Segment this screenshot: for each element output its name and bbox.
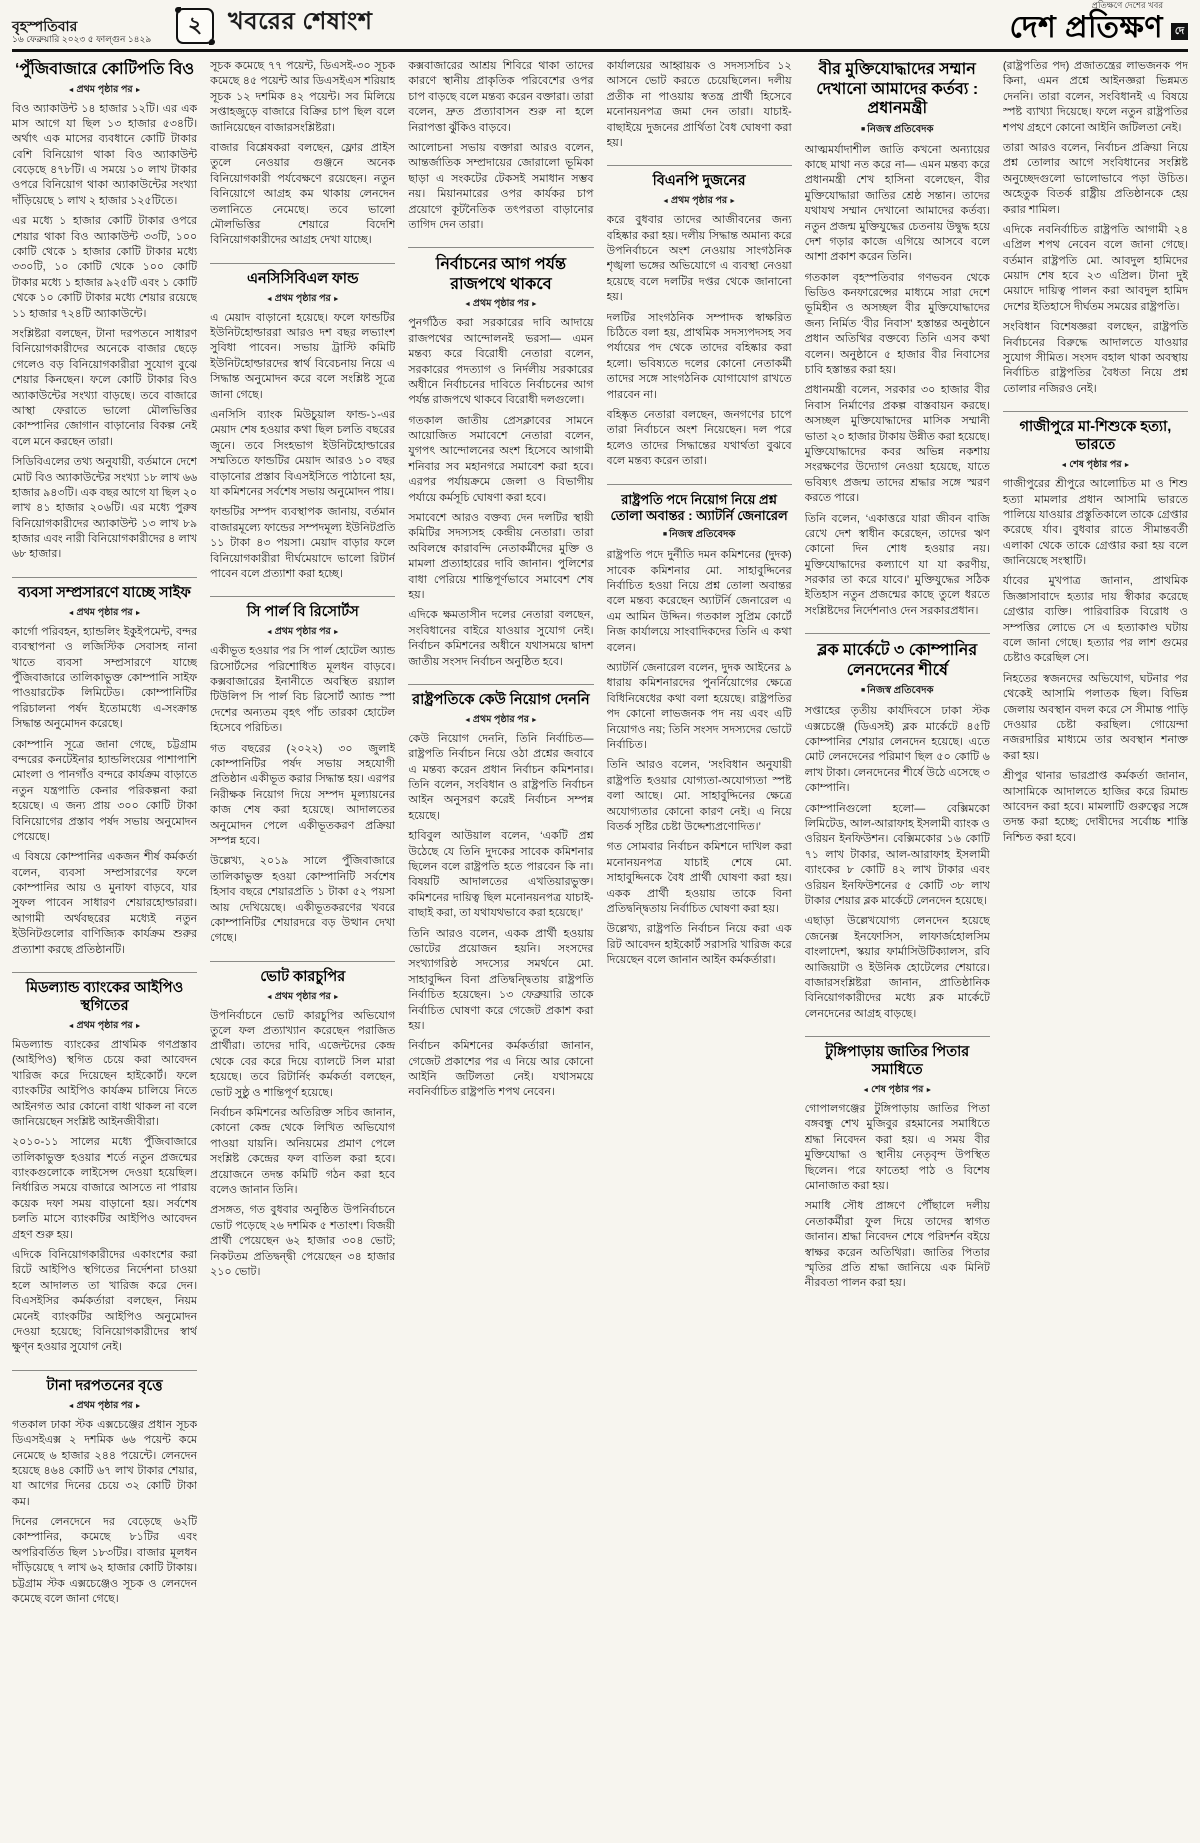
article-paragraph: তিনি বলেন, ‘একাত্তরে যারা জীবন বাজি রেখে দেশ স্বাধীন করেছেন, তাদের ঋণ কোনো দিন শোধ হওয়ার নয়। মুক্তিযোদ্ধাদের কল্যাণে যা যা করণীয়, সরকার তা করে যাবে।’ মুক্তিযুদ্ধের সঠিক ইতিহাস নতুন প্রজন্মের কাছে তুলে ধরতে সংশ্লিষ্টদের নির্দেশনাও দেন সরকারপ্রধান। bbox=[804, 512, 990, 617]
masthead-title: দেশ প্রতিক্ষণ bbox=[1009, 11, 1163, 44]
article bbox=[607, 165, 792, 478]
article-paragraph: ২০১০-১১ সালের মধ্যে পুঁজিবাজারে তালিকাভুক্ত হওয়ার শর্তে নতুন প্রজন্মের ব্যাংকগুলোকে লাইসেন্স দেওয়া হয়েছিল। নির্ধারিত সময়ে বাজারে আসতে না পারায় কয়েক দফা সময় বাড়ানো হয়। সর্বশেষ চলতি মাসে ব্যাংকটির আইপিও আবেদন গ্রহণ শুরু হয়। bbox=[12, 1136, 198, 1241]
article-paragraph: শ্রীপুর থানার ভারপ্রাপ্ত কর্মকর্তা জানান, আসামিকে আদালতে হাজির করে রিমান্ড আবেদন করা হবে। মামলাটি গুরুত্বের সঙ্গে তদন্ত করা হচ্ছে; দোষীদের সর্বোচ্চ শাস্তি নিশ্চিত করা হবে। bbox=[1002, 770, 1188, 844]
masthead-logo-icon: দে bbox=[1171, 23, 1188, 40]
article-continued-label: ◄ প্রথম পৃষ্ঠার পর ► bbox=[408, 713, 593, 728]
article-continued-label: ◄ প্রথম পৃষ্ঠার পর ► bbox=[607, 194, 792, 209]
article bbox=[12, 972, 197, 1365]
article-paragraph: বাজার বিশ্লেষকরা বলছেন, ফ্লোর প্রাইস তুলে নেওয়ার গুঞ্জনে অনেক বিনিয়োগকারী পর্যবেক্ষণে রয়েছেন। নতুন বিনিয়োগে আগ্রহ কম থাকায় লেনদেন তলানিতে নেমেছে। তবে ভালো মৌলভিত্তির শেয়ারে বিদেশি বিনিয়োগকারীদের আগ্রহ দেখা যাচ্ছে। bbox=[210, 141, 396, 247]
article-paragraph: পুনর্গঠিত করা সরকারের দাবি আদায়ে রাজপথের আন্দোলনই ভরসা— এমন মন্তব্য করে বিরোধী নেতারা বলেন, সরকারের পদত্যাগ ও নির্দলীয় সরকারের অধীনে নির্বাচনের দাবিতে নির্বাচনের আগ পর্যন্ত রাজপথে থাকবে বিরোধী দলগুলো। bbox=[408, 317, 594, 407]
article-paragraph: গত বছরের (২০২২) ৩০ জুলাই কোম্পানিটির পর্ষদ সভায় সহযোগী প্রতিষ্ঠান একীভূত করার সিদ্ধান্ত হয়। এরপর নিরীক্ষক নিয়োগ দিয়ে সম্পদ মূল্যায়নের কাজ শেষ করা হয়েছে। আদালতের অনুমোদন পেলে একীভূতকরণ প্রক্রিয়া সম্পন্ন হবে। bbox=[210, 742, 396, 847]
date-day: বৃহস্পতিবার bbox=[12, 17, 78, 34]
article-headline: সি পার্ল বি রিসোর্টস bbox=[246, 604, 359, 621]
article-byline: ■ নিজস্ব প্রতিবেদক bbox=[805, 122, 990, 139]
article-paragraph: একীভূত হওয়ার পর সি পার্ল হোটেল অ্যান্ড রিসোর্টসের পরিশোধিত মূলধন বাড়বে। কক্সবাজারের ইনানীতে অবস্থিত রয়্যাল টিউলিপ সি পার্ল বিচ রিসোর্ট অ্যান্ড স্পা দেশের অন্যতম বৃহৎ পাঁচ তারকা হোটেল হিসেবে পরিচিত। bbox=[210, 645, 396, 735]
article-byline: ■ নিজস্ব প্রতিবেদক bbox=[805, 683, 990, 700]
article-paragraph: কক্সবাজারের আশ্রয় শিবিরে থাকা তাদের কারণে স্থানীয় প্রাকৃতিক পরিবেশের ওপর চাপ বাড়ছে বলে মন্তব্য করেন বক্তারা। তারা বলেন, দ্রুত প্রত্যাবাসন শুরু না হলে নিরাপত্তা ঝুঁকিও বাড়বে। bbox=[408, 60, 594, 134]
article-headline: রাষ্ট্রপতিকে কেউ নিয়োগ দেননি bbox=[412, 691, 590, 708]
article-paragraph: এ বিষয়ে কোম্পানির একজন শীর্ষ কর্মকর্তা বলেন, ব্যবসা সম্প্রসারণের ফলে কোম্পানির আয় ও মুনাফা বাড়বে, যার সুফল পাবেন সাধারণ শেয়ারহোল্ডাররা। আগামী অর্থবছরের মধ্যেই নতুন ইউনিটগুলোর বাণিজ্যিক কার্যক্রম শুরুর প্রত্যাশা করছে প্রতিষ্ঠানটি। bbox=[12, 851, 198, 956]
article-paragraph: প্রধানমন্ত্রী বলেন, সরকার ৩০ হাজার বীর নিবাস নির্মাণের প্রকল্প বাস্তবায়ন করছে। অসচ্ছল মুক্তিযোদ্ধাদের মাসিক সম্মানী ভাতা ২০ হাজার টাকায় উন্নীত করা হয়েছে। মুক্তিযোদ্ধাদের কবর অভিন্ন নকশায় সংরক্ষণের উদ্যোগ নেওয়া হয়েছে, যাতে ভবিষ্যৎ প্রজন্ম তাদের শ্রদ্ধার সঙ্গে স্মরণ করতে পারে। bbox=[804, 384, 990, 505]
masthead-text bbox=[1010, 1, 1163, 44]
article bbox=[210, 596, 395, 955]
article-paragraph: নিহতের স্বজনদের অভিযোগ, ঘটনার পর থেকেই আসামি পলাতক ছিল। বিভিন্ন জেলায় অবস্থান বদল করে সে সীমান্ত পাড়ি দেওয়ার চেষ্টা করছিল। গোয়েন্দা নজরদারির মাধ্যমে তার অবস্থান শনাক্ত করা হয়। bbox=[1002, 672, 1188, 762]
news-column bbox=[210, 59, 395, 1833]
article-paragraph: এর মধ্যে ১ হাজার কোটি টাকার ওপরে শেয়ার থাকা বিও অ্যাকাউন্ট ৩৩টি, ১০০ কোটি থেকে ১ হাজার কোটি টাকার মধ্যে ৩৩০টি, ১০ কোটি থেকে ১০০ কোটি টাকার মধ্যে ১ হাজার ৯২৫টি এবং ১ কোটি থেকে ১০ কোটি টাকার মধ্যে শেয়ার রয়েছে ১১ হাজার ৭২৪টি অ্যাকাউন্টে। bbox=[12, 215, 198, 320]
article-continued-label: ◄ প্রথম পৃষ্ঠার পর ► bbox=[12, 606, 197, 621]
article-paragraph: হাবিবুল আউয়াল বলেন, ‘একটি প্রশ্ন উঠেছে যে তিনি দুদকের সাবেক কমিশনার ছিলেন বলে রাষ্ট্রপতি হতে পারবেন কি না। বিষয়টি আদালতের এখতিয়ারভুক্ত। কমিশনের দায়িত্ব ছিল মনোনয়নপত্র যাচাই-বাছাই করা, তা যথাযথভাবে করা হয়েছে।’ bbox=[408, 830, 594, 920]
article-headline: রাষ্ট্রপতি পদে নিয়োগ নিয়ে প্রশ্ন তোলা অবান্তর : অ্যাটর্নি জেনারেল bbox=[610, 491, 788, 523]
article-headline: নির্বাচনের আগ পর্যন্ত রাজপথে থাকবে bbox=[435, 256, 567, 293]
article-paragraph: বহিষ্কৃত নেতারা বলছেন, জনগণের চাপে তারা নির্বাচনে অংশ নিয়েছেন। দল পরে হলেও তাদের সিদ্ধান্তের যথার্থতা বুঝবে বলে মন্তব্য করেন তারা। bbox=[606, 409, 792, 468]
article bbox=[805, 60, 990, 628]
article-headline: মিডল্যান্ড ব্যাংকের আইপিও স্থগিতের bbox=[25, 980, 184, 1014]
article-continued-label: ◄ প্রথম পৃষ্ঠার পর ► bbox=[12, 1019, 197, 1034]
article-paragraph: নির্বাচন কমিশনের অতিরিক্ত সচিব জানান, কোনো কেন্দ্র থেকে লিখিত অভিযোগ পাওয়া যায়নি। অনিয়মের প্রমাণ পেলে সংশ্লিষ্ট কেন্দ্রের ফল বাতিল করা হবে। প্রয়োজনে তদন্ত কমিটি গঠন করা হবে বলেও জানান তিনি। bbox=[210, 1107, 396, 1196]
masthead-tagline: প্রতিক্ষণে দেশের খবর bbox=[1091, 0, 1163, 10]
article bbox=[607, 484, 792, 978]
article-paragraph: গত সোমবার নির্বাচন কমিশনে দাখিল করা মনোনয়নপত্র যাচাই শেষে মো. সাহাবুদ্দিনকে বৈধ প্রার্থী ঘোষণা করা হয়। একক প্রার্থী হওয়ায় তাকে বিনা প্রতিদ্বন্দ্বিতায় নির্বাচিত ঘোষণা করা হয়। bbox=[606, 841, 792, 915]
article bbox=[607, 59, 792, 160]
article-paragraph: এদিকে ক্ষমতাসীন দলের নেতারা বলছেন, সংবিধানের বাইরে যাওয়ার সুযোগ নেই। নির্বাচন কমিশনের অধীনে যথাসময়ে দ্বাদশ জাতীয় সংসদ নির্বাচন অনুষ্ঠিত হবে। bbox=[408, 609, 594, 668]
article-paragraph: সিডিবিএলের তথ্য অনুযায়ী, বর্তমানে দেশে মোট বিও অ্যাকাউন্টের সংখ্যা ১৮ লাখ ৬৬ হাজার ৯৪৩টি। এক বছর আগে যা ছিল ২০ লাখ ৪১ হাজার ২০৬টি। এর মধ্যে পুরুষ বিনিয়োগকারীদের অ্যাকাউন্ট ১৩ লাখ ৮৯ হাজার এবং নারী বিনিয়োগকারীদের ৪ লাখ ৬৮ হাজার। bbox=[12, 456, 198, 561]
article-continued-label: ◄ প্রথম পৃষ্ঠার পর ► bbox=[408, 297, 593, 312]
columns bbox=[12, 59, 1188, 1833]
article bbox=[210, 59, 395, 258]
article-headline: ‘পুঁজিবাজারে কোটিপতি বিও bbox=[15, 61, 195, 78]
article-paragraph: উল্লেখ্য, রাষ্ট্রপতি নির্বাচন নিয়ে করা এক রিট আবেদন হাইকোর্ট সরাসরি খারিজ করে দিয়েছেন বলে জানান আইন কর্মকর্তারা। bbox=[606, 923, 792, 967]
article bbox=[210, 263, 395, 592]
article bbox=[12, 577, 197, 967]
article-paragraph: সূচক কমেছে ৭৭ পয়েন্ট, ডিএসই-৩০ সূচক কমেছে ৪৫ পয়েন্ট আর ডিএসইএস শরিয়াহ সূচক ১২ দশমিক ৪২ পয়েন্ট। সব মিলিয়ে সপ্তাহজুড়ে বাজারে বিক্রির চাপ ছিল বলে জানিয়েছেন বাজারসংশ্লিষ্টরা। bbox=[210, 60, 396, 134]
article-continued-label: ◄ শেষ পৃষ্ঠার পর ► bbox=[1003, 458, 1188, 473]
article-paragraph: উপনির্বাচনে ভোট কারচুপির অভিযোগ তুলে ফল প্রত্যাখ্যান করেছেন পরাজিত প্রার্থীরা। তাদের দাবি, এজেন্টদের কেন্দ্র থেকে বের করে দিয়ে ব্যালটে সিল মারা হয়েছে। তবে রিটার্নিং কর্মকর্তা বলছেন, ভোট সুষ্ঠু ও শান্তিপূর্ণ হয়েছে। bbox=[210, 1009, 396, 1099]
article-headline: বীর মুক্তিযোদ্ধাদের সম্মান দেখানো আমাদের কর্তব্য : প্রধানমন্ত্রী bbox=[816, 61, 979, 118]
article-continued-label: ◄ শেষ পৃষ্ঠার পর ► bbox=[805, 1083, 990, 1098]
masthead-block bbox=[1010, 1, 1188, 44]
article-paragraph: এ মেয়াদ বাড়ানো হয়েছে। ফলে ফান্ডটির ইউনিটহোল্ডাররা আরও দশ বছর লভ্যাংশ সুবিধা পাবেন। সভায় ট্রাস্টি কমিটি ইউনিটহোল্ডারদের স্বার্থ বিবেচনায় নিয়ে এ সিদ্ধান্ত অনুমোদন করে বলে সংশ্লিষ্ট সূত্রে জানা গেছে। bbox=[210, 311, 396, 401]
article-paragraph: (রাষ্ট্রপতির পদ) প্রজাতন্ত্রের লাভজনক পদ কিনা, এমন প্রশ্নে আইনজ্ঞরা ভিন্নমত দেননি। তারা বলেন, সংবিধানই এ বিষয়ে স্পষ্ট ব্যাখ্যা দিয়েছে। ফলে নতুন রাষ্ট্রপতির শপথ গ্রহণে কোনো আইনি জটিলতা নেই। bbox=[1002, 60, 1188, 134]
date-block bbox=[12, 18, 162, 44]
article-headline: বিএনপি দুজনের bbox=[652, 173, 746, 190]
article bbox=[12, 60, 197, 572]
article-paragraph: র্যাবের মুখপাত্র জানান, প্রাথমিক জিজ্ঞাসাবাদে হত্যার দায় স্বীকার করেছে গ্রেপ্তার ব্যক্তি। পারিবারিক বিরোধ ও সম্পত্তির লোভে সে এ হত্যাকাণ্ড ঘটায় বলে জানা গেছে। হত্যার পর লাশ গুমের চেষ্টাও করেছিল সে। bbox=[1002, 575, 1188, 665]
article-paragraph: করে বুধবার তাদের আজীবনের জন্য বহিষ্কার করা হয়। দলীয় সিদ্ধান্ত অমান্য করে উপনির্বাচনে অংশ নেওয়ায় সাংগঠনিক শৃঙ্খলা ভঙ্গের অভিযোগে এ ব্যবস্থা নেওয়া হয়েছে বলে দলটির দপ্তর থেকে জানানো হয়। bbox=[606, 214, 792, 304]
article-byline: ■ নিজস্ব প্রতিবেদক bbox=[607, 527, 792, 544]
article-paragraph: দিনের লেনদেনে দর বেড়েছে ৬২টি কোম্পানির, কমেছে ৮১টির এবং অপরিবর্তিত ছিল ১৮৩টির। বাজার মূলধন দাঁড়িয়েছে ৭ লাখ ৬২ হাজার কোটি টাকায়। চট্টগ্রাম স্টক এক্সচেঞ্জেও সূচক ও লেনদেন কমেছে বলে জানা গেছে। bbox=[12, 1516, 198, 1606]
article-paragraph: ফান্ডটির সম্পদ ব্যবস্থাপক জানায়, বর্তমান বাজারমূল্যে ফান্ডের সম্পদমূল্য ইউনিটপ্রতি ১১ টাকা ৪৩ পয়সা। মেয়াদ বাড়ার ফলে বিনিয়োগকারীরা দীর্ঘমেয়াদে ভালো রিটার্ন পাবেন বলে প্রত্যাশা করা হচ্ছে। bbox=[210, 506, 396, 580]
news-column bbox=[607, 59, 792, 1833]
article-paragraph: আত্মমর্যাদাশীল জাতি কখনো অন্যায়ের কাছে মাথা নত করে না— এমন মন্তব্য করে প্রধানমন্ত্রী শেখ হাসিনা বলেছেন, বীর মুক্তিযোদ্ধারা জাতির শ্রেষ্ঠ সন্তান। তাদের যথাযথ সম্মান দেখানো আমাদের কর্তব্য। নতুন প্রজন্ম মুক্তিযুদ্ধের চেতনায় উদ্বুদ্ধ হয়ে দেশ গড়ার কাজে এগিয়ে আসবে বলে আশা প্রকাশ করেন তিনি। bbox=[804, 143, 990, 264]
article-continued-label: ◄ প্রথম পৃষ্ঠার পর ► bbox=[210, 292, 395, 307]
article-headline: ব্লক মার্কেটে ৩ কোম্পানির লেনদেনের শীর্ষে bbox=[817, 642, 978, 679]
article bbox=[1003, 411, 1188, 855]
article-headline: গাজীপুরে মা-শিশুকে হত্যা, ভারতে bbox=[1019, 419, 1172, 454]
article-paragraph: উল্লেখ্য, ২০১৯ সালে পুঁজিবাজারে তালিকাভুক্ত হওয়া কোম্পানিটি সর্বশেষ হিসাব বছরে শেয়ারপ্রতি ১ টাকা ৫২ পয়সা আয় দেখিয়েছে। একীভূতকরণের খবরে কোম্পানিটির শেয়ারদরে বড় উত্থান দেখা গেছে। bbox=[210, 855, 396, 945]
article bbox=[12, 1370, 197, 1617]
article-paragraph: প্রসঙ্গত, গত বুধবার অনুষ্ঠিত উপনির্বাচনে ভোট পড়েছে ২৬ দশমিক ৫ শতাংশ। বিজয়ী প্রার্থী পেয়েছেন ৬২ হাজার ৩০৪ ভোট; নিকটতম প্রতিদ্বন্দ্বী পেয়েছেন ৩৪ হাজার ২১০ ভোট। bbox=[210, 1204, 396, 1278]
article-paragraph: বিও অ্যাকাউন্ট ১৪ হাজার ১২টি। এর এক মাস আগে যা ছিল ১৩ হাজার ৫৩৪টি। অর্থাৎ এক মাসের ব্যবধানে কোটি টাকার বেশি বিনিয়োগ থাকা বিও অ্যাকাউন্ট বেড়েছে ৪৭৮টি। এ সময়ে ১০ লাখ টাকার ওপরে বিনিয়োগ থাকা অ্যাকাউন্টের সংখ্যা দাঁড়িয়েছে ১ লাখ ২ হাজার ১২৫টিতে। bbox=[12, 102, 198, 207]
article-paragraph: কোম্পানিগুলো হলো— বেক্সিমকো লিমিটেড, আল-আরাফাহ ইসলামী ব্যাংক ও ওরিয়ন ইনফিউশন। বেক্সিমকোর ১৬ কোটি ৭১ লাখ টাকার, আল-আরাফাহ ইসলামী ব্যাংকের ৮ কোটি ৪২ লাখ টাকার এবং ওরিয়ন ইনফিউশনের ৫ কোটি ৩৮ লাখ টাকার শেয়ার ব্লক মার্কেটে লেনদেন হয়েছে। bbox=[804, 802, 990, 907]
article-paragraph: গোপালগঞ্জের টুঙ্গিপাড়ায় জাতির পিতা বঙ্গবন্ধু শেখ মুজিবুর রহমানের সমাধিতে শ্রদ্ধা নিবেদন করা হয়। এ সময় বীর মুক্তিযোদ্ধা ও স্থানীয় নেতৃবৃন্দ উপস্থিত ছিলেন। পরে ফাতেহা পাঠ ও বিশেষ মোনাজাত করা হয়। bbox=[804, 1103, 990, 1192]
article-paragraph: তিনি আরও বলেন, ‘সংবিধান অনুযায়ী রাষ্ট্রপতি হওয়ার যোগ্যতা-অযোগ্যতা স্পষ্ট বলা আছে। মো. সাহাবুদ্দিনের ক্ষেত্রে অযোগ্যতার কোনো কারণ নেই। এ নিয়ে বিতর্ক সৃষ্টির চেষ্টা উদ্দেশ্যপ্রণোদিত।’ bbox=[606, 759, 792, 833]
article-continued-label: ◄ প্রথম পৃষ্ঠার পর ► bbox=[12, 83, 197, 98]
article-paragraph: কার্যালয়ের আহ্বায়ক ও সদস্যসচিব ১২ আসনে ভোট করতে চেয়েছিলেন। দলীয় প্রতীক না পাওয়ায় স্বতন্ত্র প্রার্থী হিসেবে মনোনয়নপত্র জমা দেন তারা। যাচাই-বাছাইয়ে দুজনের প্রার্থিতা বৈধ ঘোষণা করা হয়। bbox=[606, 60, 792, 149]
article-paragraph: নির্বাচন কমিশনের কর্মকর্তারা জানান, গেজেট প্রকাশের পর এ নিয়ে আর কোনো আইনি জটিলতা নেই। যথাসময়ে নবনির্বাচিত রাষ্ট্রপতি শপথ নেবেন। bbox=[408, 1040, 594, 1099]
article bbox=[408, 684, 593, 1110]
section-title: খবরের শেষাংশ bbox=[228, 8, 373, 35]
article-paragraph: আলোচনা সভায় বক্তারা আরও বলেন, আন্তর্জাতিক সম্প্রদায়ের জোরালো ভূমিকা ছাড়া এ সংকটের টেকসই সমাধান সম্ভব নয়। মিয়ানমারের ওপর কার্যকর চাপ প্রয়োগে কূটনৈতিক তৎপরতা বাড়ানোর তাগিদ দেন তারা। bbox=[408, 141, 594, 231]
article-paragraph: সমাবেশে আরও বক্তব্য দেন দলটির স্থায়ী কমিটির সদস্যসহ কেন্দ্রীয় নেতারা। তারা অবিলম্বে কারাবন্দি নেতাকর্মীদের মুক্তি ও মামলা প্রত্যাহারের দাবি জানান। পুলিশের বাধা পেরিয়ে শান্তিপূর্ণভাবে সমাবেশ শেষ হয়। bbox=[408, 512, 594, 601]
article-headline: ব্যবসা সম্প্রসারণে যাচ্ছে সাইফ bbox=[18, 584, 191, 601]
article bbox=[805, 633, 990, 1031]
article-paragraph: তিনি আরও বলেন, একক প্রার্থী হওয়ায় ভোটের প্রয়োজন হয়নি। সংসদের সংখ্যাগরিষ্ঠ সদস্যের সমর্থনে মো. সাহাবুদ্দিন বিনা প্রতিদ্বন্দ্বিতায় রাষ্ট্রপতি নির্বাচিত হয়েছেন। ১৩ ফেব্রুয়ারি তাকে নির্বাচিত ঘোষণা করে গেজেট প্রকাশ করা হয়। bbox=[408, 927, 594, 1032]
article-paragraph: অ্যাটর্নি জেনারেল বলেন, দুদক আইনের ৯ ধারায় কমিশনারদের পুনর্নিয়োগের ক্ষেত্রে বিধিনিষেধের কথা বলা হয়েছে। রাষ্ট্রপতির পদ কোনো লাভজনক পদ নয় এবং এটি নিয়োগও নয়; তিনি সংসদ সদস্যদের ভোটে নির্বাচিত। bbox=[606, 662, 792, 751]
article bbox=[1003, 59, 1188, 406]
article-paragraph: সপ্তাহের তৃতীয় কার্যদিবসে ঢাকা স্টক এক্সচেঞ্জে (ডিএসই) ব্লক মার্কেটে ৪৫টি কোম্পানির শেয়ার লেনদেন হয়েছে। এতে মোট লেনদেনের পরিমাণ ছিল ৫০ কোটি ৬ লাখ টাকা। লেনদেনের শীর্ষে উঠে এসেছে ৩ কোম্পানি। bbox=[804, 705, 990, 795]
date-line: ১৬ ফেব্রুয়ারি ২০২৩ ৫ ফাল্গুন ১৪২৯ bbox=[12, 33, 152, 44]
article-paragraph: গাজীপুরের শ্রীপুরে আলোচিত মা ও শিশু হত্যা মামলার প্রধান আসামি ভারতে পালিয়ে যাওয়ার প্রস্তুতিকালে তাকে গ্রেপ্তার করেছে র্যাব। বুধবার রাতে সীমান্তবর্তী এলাকা থেকে তাকে গ্রেপ্তার করা হয় বলে জানিয়েছে সংস্থাটি। bbox=[1002, 478, 1188, 568]
article-paragraph: মিডল্যান্ড ব্যাংকের প্রাথমিক গণপ্রস্তাব (আইপিও) স্থগিত চেয়ে করা আবেদন খারিজ করে দিয়েছেন হাইকোর্ট। ফলে ব্যাংকটির আইপিও কার্যক্রম চালিয়ে নিতে আইনগত আর কোনো বাধা থাকল না বলে জানিয়েছেন সংশ্লিষ্ট আইনজীবীরা। bbox=[12, 1038, 198, 1128]
article-paragraph: দলটির সাংগঠনিক সম্পাদক স্বাক্ষরিত চিঠিতে বলা হয়, প্রাথমিক সদস্যপদসহ সব পর্যায়ের পদ থেকে তাদের বহিষ্কার করা হলো। ভবিষ্যতে দলের কোনো নেতাকর্মী তাদের সঙ্গে সাংগঠনিক যোগাযোগ রাখতে পারবেন না। bbox=[606, 311, 792, 401]
article-paragraph: এছাড়া উল্লেখযোগ্য লেনদেন হয়েছে জেনেক্স ইনফোসিস, লাফার্জহোলসিম বাংলাদেশ, স্কয়ার ফার্মাসিউটিক্যালস, রবি আজিয়াটা ও ইউনিক হোটেলের শেয়ারে। বাজারসংশ্লিষ্টরা জানান, প্রাতিষ্ঠানিক বিনিয়োগকারীদের মধ্যে ব্লক মার্কেটে লেনদেনের আগ্রহ বাড়ছে। bbox=[804, 915, 990, 1020]
page-header bbox=[12, 0, 1188, 52]
article-paragraph: কেউ নিয়োগ দেননি, তিনি নির্বাচিত— রাষ্ট্রপতি নির্বাচন নিয়ে ওঠা প্রশ্নের জবাবে এ মন্তব্য করেন প্রধান নির্বাচন কমিশনার। তিনি বলেন, সংবিধান ও রাষ্ট্রপতি নির্বাচন আইন অনুসরণ করেই নির্বাচন সম্পন্ন হয়েছে। bbox=[408, 732, 594, 822]
page-number: ২ bbox=[187, 11, 203, 37]
page-number-ornament bbox=[176, 8, 214, 44]
article-paragraph: এদিকে বিনিয়োগকারীদের একাংশের করা রিটে আইপিও স্থগিতের নির্দেশনা চাওয়া হলে আদালত তা খারিজ করে দেন। বিএসইসির কর্মকর্তারা বলছেন, নিয়ম মেনেই ব্যাংকটির আইপিও অনুমোদন দেওয়া হয়েছে; বিনিয়োগকারীদের স্বার্থ ক্ষুণ্ন হওয়ার সুযোগ নেই। bbox=[12, 1249, 198, 1354]
article-paragraph: তারা আরও বলেন, নির্বাচন প্রক্রিয়া নিয়ে প্রশ্ন তোলার আগে সংবিধানের সংশ্লিষ্ট অনুচ্ছেদগুলো ভালোভাবে পড়া উচিত। অহেতুক বিতর্ক রাষ্ট্রীয় প্রতিষ্ঠানকে হেয় করার শামিল। bbox=[1002, 141, 1188, 216]
news-column bbox=[805, 59, 990, 1833]
article-paragraph: গতকাল বৃহস্পতিবার গণভবন থেকে ভিডিও কনফারেন্সের মাধ্যমে সারা দেশে ভূমিহীন ও অসচ্ছল বীর মুক্তিযোদ্ধাদের জন্য নির্মিত ‘বীর নিবাস’ হস্তান্তর অনুষ্ঠানে প্রধান অতিথির বক্তব্যে তিনি এসব কথা বলেন। অনুষ্ঠানে ৫ হাজার বীর নিবাসের চাবি হস্তান্তর করা হয়। bbox=[804, 271, 990, 377]
article-headline: এনসিসিবিএল ফান্ড bbox=[246, 270, 359, 287]
article bbox=[210, 961, 395, 1290]
article-paragraph: এদিকে নবনির্বাচিত রাষ্ট্রপতি আগামী ২৪ এপ্রিল শপথ নেবেন বলে জানা গেছে। বর্তমান রাষ্ট্রপতি মো. আবদুল হামিদের মেয়াদ শেষ হবে ২৩ এপ্রিল। টানা দুই মেয়াদে দায়িত্ব পালন করা আবদুল হামিদ দেশের ইতিহাসে দীর্ঘতম সময়ের রাষ্ট্রপতি। bbox=[1002, 223, 1188, 313]
article bbox=[805, 1036, 990, 1301]
news-column bbox=[12, 59, 197, 1833]
article-paragraph: রাষ্ট্রপতি পদে দুর্নীতি দমন কমিশনের (দুদক) সাবেক কমিশনার মো. সাহাবুদ্দিনের নির্বাচিত হওয়া নিয়ে প্রশ্ন তোলা অবান্তর বলে মন্তব্য করেছেন অ্যাটর্নি জেনারেল এ এম আমিন উদ্দিন। গতকাল সুপ্রিম কোর্টে নিজ কার্যালয়ে সাংবাদিকদের তিনি এ কথা বলেন। bbox=[606, 549, 792, 654]
article-paragraph: এনসিসি ব্যাংক মিউচুয়াল ফান্ড-১-এর মেয়াদ শেষ হওয়ার কথা ছিল চলতি বছরের জুনে। তবে সিংহভাগ ইউনিটহোল্ডারের সম্মতিতে ফান্ডটির মেয়াদ আরও ১০ বছর বাড়ানোর প্রস্তাব বিএসইসিতে পাঠানো হয়, যা কমিশনের সর্বশেষ সভায় অনুমোদন পায়। bbox=[210, 409, 396, 498]
news-column bbox=[408, 59, 593, 1833]
article-paragraph: কোম্পানি সূত্রে জানা গেছে, চট্টগ্রাম বন্দরের কনটেইনার হ্যান্ডলিংয়ের পাশাপাশি মোংলা ও পানগাঁও বন্দরে কার্যক্রম বাড়াতে নতুন যন্ত্রপাতি কেনার পরিকল্পনা করা হয়েছে। এ জন্য প্রায় ৩০০ কোটি টাকা বিনিয়োগের প্রস্তাব পর্ষদ সভায় অনুমোদন পেয়েছে। bbox=[12, 738, 198, 843]
article-paragraph: সংশ্লিষ্টরা বলছেন, টানা দরপতনে সাধারণ বিনিয়োগকারীদের অনেকে বাজার ছেড়ে গেলেও বড় বিনিয়োগকারীরা সুযোগ বুঝে শেয়ার কিনছেন। ফলে কোটি টাকার বিও অ্যাকাউন্টের সংখ্যা বাড়ছে। তবে বাজারে আস্থা ফেরাতে ভালো মৌলভিত্তির কোম্পানির জোগান বাড়ানোর বিকল্প নেই বলে মনে করছেন তারা। bbox=[12, 327, 198, 448]
article-paragraph: সংবিধান বিশেষজ্ঞরা বলছেন, রাষ্ট্রপতি নির্বাচনের বিরুদ্ধে আদালতে যাওয়ার সুযোগ সীমিত। সংসদ বহাল থাকা অবস্থায় নির্বাচিত রাষ্ট্রপতির বৈধতা নিয়ে প্রশ্ন তোলার নজিরও নেই। bbox=[1002, 321, 1188, 395]
article-headline: টানা দরপতনের বৃত্তে bbox=[46, 1377, 163, 1394]
article-paragraph: কার্গো পরিবহন, হ্যান্ডলিং ইকুইপমেন্ট, বন্দর ব্যবস্থাপনা ও লজিস্টিক সেবাসহ নানা খাতে ব্যবসা সম্প্রসারণে যাচ্ছে পুঁজিবাজারে তালিকাভুক্ত কোম্পানি সাইফ পাওয়ারটেক লিমিটেড। কোম্পানিটির পরিচালনা পর্ষদ ইতোমধ্যে এ-সংক্রান্ত সিদ্ধান্ত অনুমোদন করেছে। bbox=[12, 625, 198, 731]
article bbox=[408, 59, 593, 242]
article bbox=[408, 247, 593, 679]
news-column bbox=[1003, 59, 1188, 1833]
article-paragraph: সমাধি সৌধ প্রাঙ্গণে পৌঁছালে দলীয় নেতাকর্মীরা ফুল দিয়ে তাদের স্বাগত জানান। শ্রদ্ধা নিবেদন শেষে পরিদর্শন বইয়ে স্বাক্ষর করেন অতিথিরা। জাতির পিতার স্মৃতির প্রতি শ্রদ্ধা জানিয়ে এক মিনিট নীরবতা পালন করা হয়। bbox=[804, 1200, 990, 1290]
article-headline: টুঙ্গিপাড়ায় জাতির পিতার সমাধিতে bbox=[825, 1044, 970, 1079]
article-continued-label: ◄ প্রথম পৃষ্ঠার পর ► bbox=[210, 625, 395, 640]
article-continued-label: ◄ প্রথম পৃষ্ঠার পর ► bbox=[12, 1399, 197, 1414]
article-continued-label: ◄ প্রথম পৃষ্ঠার পর ► bbox=[210, 990, 395, 1005]
article-paragraph: গতকাল ঢাকা স্টক এক্সচেঞ্জের প্রধান সূচক ডিএসইএক্স ২ দশমিক ৬৬ পয়েন্ট কমে নেমেছে ৬ হাজার ২৪৪ পয়েন্টে। লেনদেন হয়েছে ৪৬৪ কোটি ৬৭ লাখ টাকার শেয়ার, যা আগের দিনের চেয়ে ৩২ কোটি টাকা কম। bbox=[12, 1418, 198, 1508]
article-headline: ভোট কারচুপির bbox=[260, 968, 346, 985]
article-paragraph: গতকাল জাতীয় প্রেসক্লাবের সামনে আয়োজিত সমাবেশে নেতারা বলেন, যুগপৎ আন্দোলনের অংশ হিসেবে আগামী শনিবার সব মহানগরে সমাবেশ করা হবে। এরপর পর্যায়ক্রমে জেলা ও বিভাগীয় পর্যায়ে কর্মসূচি ঘোষণা করা হবে। bbox=[408, 414, 594, 504]
